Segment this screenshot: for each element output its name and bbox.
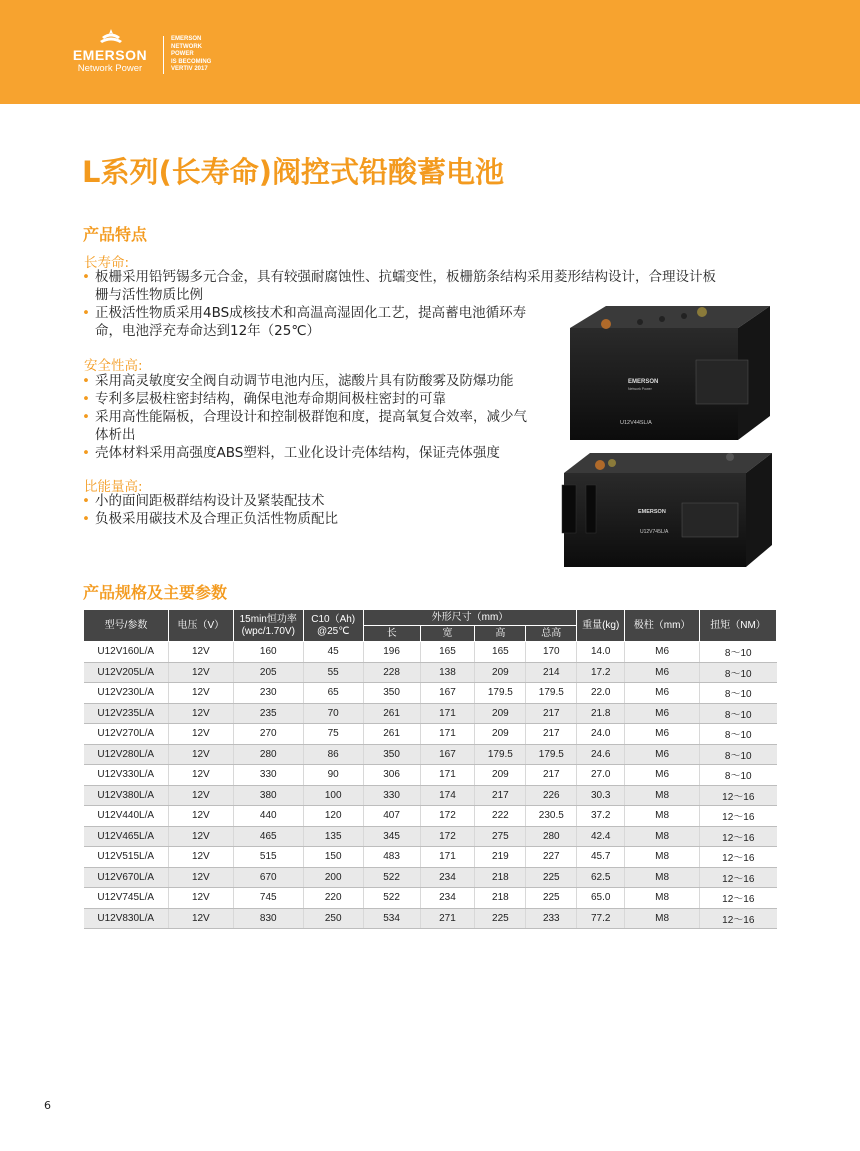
th-power: 15min恒功率 (wpc/1.70V) — [233, 610, 303, 642]
table-cell: 261 — [363, 703, 420, 724]
table-cell: U12V330L/A — [84, 765, 169, 786]
table-cell: 8～10 — [700, 662, 777, 683]
table-cell: 170 — [526, 642, 577, 663]
table-cell: 280 — [526, 826, 577, 847]
table-cell: 138 — [420, 662, 475, 683]
table-cell: 350 — [363, 744, 420, 765]
features-heading: 产品特点 — [83, 225, 148, 244]
table-cell: 745 — [233, 888, 303, 909]
table-cell: M6 — [625, 642, 700, 663]
table-cell: 225 — [526, 888, 577, 909]
table-cell: U12V465L/A — [84, 826, 169, 847]
header-band — [0, 0, 860, 104]
table-row — [84, 908, 777, 929]
table-cell: 227 — [526, 847, 577, 868]
table-row — [84, 642, 777, 663]
th-c10: C10（Ah) @25℃ — [303, 610, 363, 642]
table-row — [84, 806, 777, 827]
th-torque: 扭矩（NM） — [700, 610, 777, 642]
battery-image-small — [562, 300, 774, 448]
table-cell: 12V — [168, 703, 233, 724]
table-cell: 24.0 — [577, 724, 625, 745]
table-cell: 280 — [233, 744, 303, 765]
table-cell: 135 — [303, 826, 363, 847]
list-item: • 小的面间距极群结构设计及紧装配技术 — [82, 493, 325, 509]
table-cell: 670 — [233, 867, 303, 888]
table-cell: 167 — [420, 744, 475, 765]
page-title: L系列(长寿命)阀控式铅酸蓄电池 — [82, 155, 504, 189]
table-cell: M8 — [625, 806, 700, 827]
table-cell: 226 — [526, 785, 577, 806]
list-item: • 采用高性能隔板，合理设计和控制极群饱和度，提高氧复合效率，减少气 — [82, 409, 527, 425]
table-cell: 12V — [168, 908, 233, 929]
table-cell: 209 — [475, 662, 526, 683]
table-cell: 75 — [303, 724, 363, 745]
table-cell: 65 — [303, 683, 363, 704]
table-cell: 12～16 — [700, 826, 777, 847]
table-cell: 230 — [233, 683, 303, 704]
table-cell: 171 — [420, 724, 475, 745]
logo-side-line: POWER — [171, 51, 194, 57]
table-cell: 12V — [168, 806, 233, 827]
table-cell: 179.5 — [475, 744, 526, 765]
list-item: 命，电池浮充寿命达到12年（25℃） — [95, 323, 321, 339]
table-cell: M8 — [625, 847, 700, 868]
table-cell: 14.0 — [577, 642, 625, 663]
logo-side-line: EMERSON — [171, 36, 202, 42]
list-item: • 负极采用碳技术及合理正负活性物质配比 — [82, 511, 338, 527]
table-cell: 65.0 — [577, 888, 625, 909]
table-cell: 45 — [303, 642, 363, 663]
spec-table — [83, 609, 777, 929]
emerson-globe-icon — [98, 28, 124, 46]
feature-group-heading: 比能量高: — [84, 479, 143, 495]
table-cell: 196 — [363, 642, 420, 663]
table-cell: 261 — [363, 724, 420, 745]
table-cell: 515 — [233, 847, 303, 868]
table-cell: U12V670L/A — [84, 867, 169, 888]
table-cell: 171 — [420, 765, 475, 786]
table-cell: 12～16 — [700, 888, 777, 909]
table-cell: 12～16 — [700, 908, 777, 929]
table-cell: 12～16 — [700, 785, 777, 806]
th-voltage: 电压（V） — [168, 610, 233, 642]
th-terminal: 极柱（mm） — [625, 610, 700, 642]
table-cell: 209 — [475, 703, 526, 724]
spec-table-body — [84, 642, 777, 929]
table-cell: 12V — [168, 785, 233, 806]
list-item: 栅与活性物质比例 — [95, 287, 203, 303]
table-row — [84, 703, 777, 724]
table-cell: 8～10 — [700, 744, 777, 765]
table-cell: 440 — [233, 806, 303, 827]
table-cell: 179.5 — [475, 683, 526, 704]
table-cell: U12V745L/A — [84, 888, 169, 909]
table-cell: 42.4 — [577, 826, 625, 847]
table-cell: U12V515L/A — [84, 847, 169, 868]
table-cell: M6 — [625, 662, 700, 683]
table-cell: M6 — [625, 765, 700, 786]
table-cell: M8 — [625, 826, 700, 847]
emerson-logo — [60, 28, 160, 78]
table-cell: 30.3 — [577, 785, 625, 806]
table-cell: 345 — [363, 826, 420, 847]
page-number: 6 — [44, 1099, 51, 1112]
feature-group-heading: 长寿命: — [84, 255, 130, 271]
table-cell: 12V — [168, 847, 233, 868]
table-cell: 165 — [475, 642, 526, 663]
table-cell: M8 — [625, 888, 700, 909]
table-cell: 250 — [303, 908, 363, 929]
table-cell: U12V160L/A — [84, 642, 169, 663]
table-cell: 24.6 — [577, 744, 625, 765]
logo-side-line: IS BECOMING — [171, 58, 212, 65]
table-cell: 37.2 — [577, 806, 625, 827]
table-cell: 230.5 — [526, 806, 577, 827]
table-cell: 150 — [303, 847, 363, 868]
table-cell: 62.5 — [577, 867, 625, 888]
table-cell: U12V830L/A — [84, 908, 169, 929]
table-cell: 12V — [168, 642, 233, 663]
table-cell: 275 — [475, 826, 526, 847]
feature-group-heading: 安全性高: — [84, 358, 143, 374]
table-row — [84, 847, 777, 868]
table-row — [84, 785, 777, 806]
table-cell: 8～10 — [700, 642, 777, 663]
table-cell: 225 — [475, 908, 526, 929]
table-cell: 27.0 — [577, 765, 625, 786]
table-cell: 12V — [168, 765, 233, 786]
table-cell: 209 — [475, 724, 526, 745]
list-item: • 壳体材料采用高强度ABS塑料，工业化设计壳体结构，保证壳体强度 — [82, 445, 500, 461]
table-cell: 12V — [168, 888, 233, 909]
table-cell: 225 — [526, 867, 577, 888]
table-cell: M8 — [625, 908, 700, 929]
table-cell: 217 — [475, 785, 526, 806]
table-cell: 465 — [233, 826, 303, 847]
table-row — [84, 744, 777, 765]
table-cell: 55 — [303, 662, 363, 683]
table-cell: 165 — [420, 642, 475, 663]
table-cell: 483 — [363, 847, 420, 868]
table-cell: 86 — [303, 744, 363, 765]
battery-model-label: U12V44SL/A — [620, 420, 652, 426]
table-cell: 407 — [363, 806, 420, 827]
table-row — [84, 683, 777, 704]
table-cell: 70 — [303, 703, 363, 724]
list-item: 体析出 — [95, 427, 136, 443]
table-cell: 17.2 — [577, 662, 625, 683]
table-cell: 12～16 — [700, 806, 777, 827]
table-cell: 228 — [363, 662, 420, 683]
list-item: • 正极活性物质采用4BS成核技术和高温高湿固化工艺，提高蓄电池循环寿 — [82, 305, 527, 321]
table-cell: 220 — [303, 888, 363, 909]
table-cell: 171 — [420, 847, 475, 868]
table-cell: 200 — [303, 867, 363, 888]
table-cell: 90 — [303, 765, 363, 786]
battery-image-large — [560, 447, 776, 571]
table-cell: 77.2 — [577, 908, 625, 929]
logo-divider — [163, 36, 164, 74]
table-cell: 179.5 — [526, 683, 577, 704]
table-cell: 22.0 — [577, 683, 625, 704]
table-cell: M6 — [625, 724, 700, 745]
th-width: 宽 — [420, 626, 475, 642]
table-cell: 12V — [168, 826, 233, 847]
spec-heading: 产品规格及主要参数 — [83, 583, 228, 602]
table-cell: 8～10 — [700, 703, 777, 724]
table-cell: M6 — [625, 703, 700, 724]
list-item: • 专利多层极柱密封结构，确保电池寿命期间极柱密封的可靠 — [82, 391, 446, 407]
table-cell: 8～10 — [700, 765, 777, 786]
feature-list-safety — [82, 372, 527, 462]
feature-list-energy — [82, 492, 338, 528]
table-cell: 8～10 — [700, 683, 777, 704]
table-cell: U12V380L/A — [84, 785, 169, 806]
th-model: 型号/参数 — [84, 610, 169, 642]
table-cell: 214 — [526, 662, 577, 683]
table-cell: 171 — [420, 703, 475, 724]
table-cell: U12V270L/A — [84, 724, 169, 745]
table-cell: U12V280L/A — [84, 744, 169, 765]
table-row — [84, 867, 777, 888]
table-cell: 270 — [233, 724, 303, 745]
table-cell: 209 — [475, 765, 526, 786]
table-cell: 222 — [475, 806, 526, 827]
table-cell: M6 — [625, 683, 700, 704]
table-cell: 12～16 — [700, 847, 777, 868]
table-cell: 12V — [168, 744, 233, 765]
table-cell: 330 — [363, 785, 420, 806]
table-cell: 12V — [168, 724, 233, 745]
table-cell: 12V — [168, 662, 233, 683]
battery-logo-text: EMERSON — [638, 509, 666, 515]
table-cell: 120 — [303, 806, 363, 827]
table-row — [84, 826, 777, 847]
th-length: 长 — [363, 626, 420, 642]
battery-logo-subtext: Network Power — [628, 387, 652, 391]
table-cell: 218 — [475, 867, 526, 888]
table-cell: 12～16 — [700, 867, 777, 888]
table-row — [84, 765, 777, 786]
table-cell: U12V205L/A — [84, 662, 169, 683]
th-dimensions: 外形尺寸（mm） — [363, 610, 577, 626]
table-cell: U12V440L/A — [84, 806, 169, 827]
logo-side-line: NETWORK — [171, 43, 202, 50]
table-cell: 172 — [420, 806, 475, 827]
table-cell: 45.7 — [577, 847, 625, 868]
table-cell: 174 — [420, 785, 475, 806]
table-cell: M8 — [625, 785, 700, 806]
table-cell: 534 — [363, 908, 420, 929]
table-cell: 217 — [526, 724, 577, 745]
table-cell: M8 — [625, 867, 700, 888]
table-cell: 217 — [526, 703, 577, 724]
battery-logo-text: EMERSON — [628, 379, 659, 385]
th-height: 高 — [475, 626, 526, 642]
table-cell: U12V235L/A — [84, 703, 169, 724]
table-cell: 330 — [233, 765, 303, 786]
table-row — [84, 724, 777, 745]
table-cell: 100 — [303, 785, 363, 806]
logo-brand-text: EMERSON — [72, 47, 148, 63]
table-cell: 522 — [363, 888, 420, 909]
table-cell: 830 — [233, 908, 303, 929]
list-item: • 采用高灵敏度安全阀自动调节电池内压，滤酸片具有防酸雾及防爆功能 — [82, 373, 514, 389]
table-row — [84, 888, 777, 909]
table-cell: 179.5 — [526, 744, 577, 765]
battery-model-label: U12V745L/A — [640, 529, 669, 535]
table-cell: 12V — [168, 683, 233, 704]
table-cell: 12V — [168, 867, 233, 888]
logo-brand-subtext: Network Power — [77, 63, 143, 74]
table-cell: 350 — [363, 683, 420, 704]
th-weight: 重量(kg) — [577, 610, 625, 642]
table-cell: 160 — [233, 642, 303, 663]
table-cell: 217 — [526, 765, 577, 786]
table-cell: 522 — [363, 867, 420, 888]
table-cell: 8～10 — [700, 724, 777, 745]
table-cell: 21.8 — [577, 703, 625, 724]
table-cell: 219 — [475, 847, 526, 868]
logo-side-text — [171, 36, 211, 74]
table-cell: 234 — [420, 888, 475, 909]
table-cell: 233 — [526, 908, 577, 929]
table-cell: 235 — [233, 703, 303, 724]
table-cell: U12V230L/A — [84, 683, 169, 704]
table-cell: 218 — [475, 888, 526, 909]
table-cell: M6 — [625, 744, 700, 765]
table-cell: 234 — [420, 867, 475, 888]
list-item: • 板栅采用铅钙锡多元合金，具有较强耐腐蚀性、抗蠕变性，板栅筋条结构采用菱形结构设计，合理设计板 — [82, 269, 716, 285]
table-cell: 271 — [420, 908, 475, 929]
table-cell: 172 — [420, 826, 475, 847]
table-cell: 205 — [233, 662, 303, 683]
logo-side-line: VERTIV 2017 — [171, 66, 208, 72]
table-cell: 167 — [420, 683, 475, 704]
th-total-height: 总高 — [526, 626, 577, 642]
table-cell: 306 — [363, 765, 420, 786]
table-row — [84, 662, 777, 683]
table-cell: 380 — [233, 785, 303, 806]
